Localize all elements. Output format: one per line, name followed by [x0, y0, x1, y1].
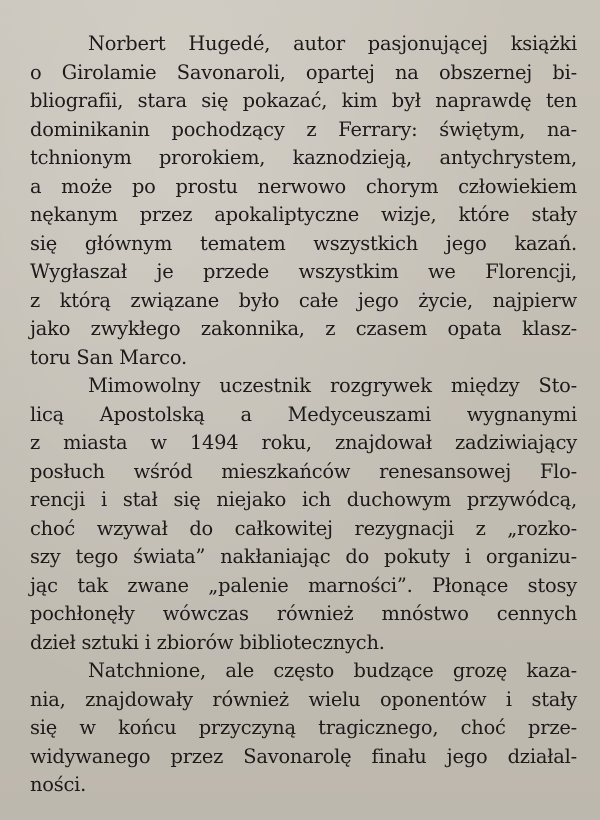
- text-line: Wygłaszał je przede wszystkim we Florencji,: [30, 260, 577, 283]
- text-line: się w końcu przyczyną tragicznego, choć prze-: [30, 716, 577, 739]
- text-line: toru San Marco.: [30, 345, 187, 369]
- text-line: jako zwykłego zakonnika, z czasem opata klasz-: [30, 317, 577, 340]
- text-line: o Girolamie Savonaroli, opartej na obszernej bi-: [30, 60, 577, 84]
- text-line: dzieł sztuki i zbiorów bibliotecznych.: [30, 630, 385, 654]
- paragraph-1: [30, 30, 577, 372]
- text-line: Norbert Hugedé, autor pasjonującej książki: [88, 32, 577, 55]
- text-line: Mimowolny uczestnik rozgrywek między Sto-: [88, 374, 577, 397]
- text-line: szy tego świata” nakłaniając do pokuty i organizu-: [30, 545, 577, 568]
- text-line: nękanym przez apokaliptyczne wizje, które stały: [30, 203, 577, 226]
- text-line: choć wzywał do całkowitej rezygnacji z „rozko-: [30, 516, 577, 540]
- text-line: Natchnione, ale często budzące grozę kaza-: [88, 659, 577, 682]
- text-line: ności.: [30, 773, 87, 796]
- text-line: bliografii, stara się pokazać, kim był naprawdę ten: [30, 89, 577, 112]
- text-line: się głównym tematem wszystkich jego kazań.: [30, 231, 577, 255]
- text-line: widywanego przez Savonarolę finału jego działal-: [30, 744, 577, 768]
- text-line: z którą związane było całe jego życie, najpierw: [30, 288, 577, 312]
- text-line: licą Apostolską a Medyceuszami wygnanymi: [30, 402, 577, 426]
- text-line: tchnionym prorokiem, kaznodzieją, antychrystem,: [30, 146, 577, 169]
- text-line: a może po prostu nerwowo chorym człowiekiem: [30, 174, 577, 198]
- text-line: pochłonęły wówczas również mnóstwo cennych: [30, 602, 577, 625]
- text-line: posłuch wśród mieszkańców renesansowej Flo-: [30, 459, 577, 483]
- paragraph-2: [30, 372, 577, 657]
- text-line: rencji i stał się niejako ich duchowym przywódcą,: [30, 488, 577, 511]
- text-block: [30, 30, 577, 800]
- text-line: dominikanin pochodzący z Ferrary: świętym, na-: [30, 117, 577, 141]
- text-line: jąc tak zwane „palenie marności”. Płonące stosy: [30, 573, 577, 597]
- text-line: z miasta w 1494 roku, znajdował zadziwiający: [30, 431, 577, 454]
- paragraph-3: [30, 657, 577, 800]
- text-line: nia, znajdowały również wielu oponentów i stały: [30, 687, 577, 711]
